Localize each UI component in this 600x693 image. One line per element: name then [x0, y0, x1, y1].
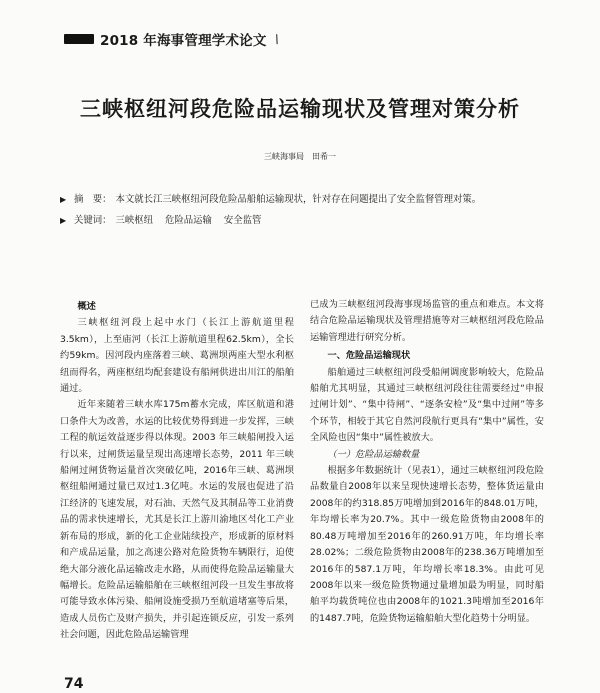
right-column: [310, 297, 544, 644]
journal-title: 2018 年海事管理学术论文: [100, 33, 267, 49]
keywords-label: 关键词：: [74, 215, 112, 226]
subsection-heading: （一）危险品运输数量: [327, 448, 420, 460]
keyword: 三峡枢纽: [115, 215, 154, 226]
bullet-triangle-icon: ▶: [60, 195, 67, 204]
article-author: 三峡海事局 田希一: [264, 152, 336, 161]
keywords: [60, 213, 545, 228]
abstract: [60, 192, 545, 207]
body-paragraph: 三峡枢纽河段上起中水门（长江上游航道里程3.5km），上至庙河（长江上游航道里程62.5km），全长约59km。因河段内座落着三峡、葛洲坝两座大型水利枢纽而得名，两座枢纽均配套建设有船闸供进出川江的船舶通过。: [60, 317, 294, 395]
header-bar-icon: [64, 34, 94, 44]
section-heading: 一、危险品运输现状: [327, 350, 411, 362]
keyword: 安全监管: [223, 215, 262, 226]
body-paragraph: 已成为三峡枢纽河段海事现场监管的重点和难点。本文将结合危险品运输现状及管理措施等对三峡枢纽河段危险品运输管理进行研究分析。: [310, 299, 544, 343]
abstract-text: 本文就长江三峡枢纽河段危险品船舶运输现状，针对存在问题提出了安全监督管理对策。: [115, 194, 482, 205]
page-number: 74: [64, 676, 84, 692]
body-columns: [60, 297, 544, 644]
article-title: 三峡枢纽河段危险品运输现状及管理对策分析: [80, 97, 520, 121]
journal-header: [64, 28, 364, 50]
abstract-label: 摘 要：: [74, 194, 112, 205]
body-paragraph: 近年来随着三峡水库175m蓄水完成，库区航道和港口条件大为改善，水运的比较优势得到进一步发挥，三峡工程的航运效益逐步得以体现。2003 年三峡船闸投入运行以来，过闸货运量呈现出高速增长态势，2011 年三峡船闸过闸货物运量首次突破亿吨，2016年三峡、葛洲坝枢纽船闸通过量已双过1.3亿吨。水运的发展也促进了沿江经济的飞速发展，对石油、天然气及其制品等工业消费品的需求快速增长，尤其是长江上游川渝地区석化工产业新布局的形成，新的化工企业陆续投产，形成新的原材料和产成品运量，加之高速公路对危险货物车辆限行，迫使绝大部分液化品运输改走水路，从而使得危险品运输量大幅增长。危险品运输船舶在三峡枢纽河段一旦发生事故将可能导致水体污染、船闸设施受损乃至航道堵塞等后果，造成人员伤亡及财产损失，并引起连锁反应，引发一系列社会问题，因此危险品运输管理: [60, 399, 294, 641]
bullet-triangle-icon: ▶: [60, 216, 67, 225]
section-heading-overview: 概述: [77, 301, 96, 312]
keyword: 危险品运输: [165, 215, 212, 226]
body-paragraph: 根据多年数据统计（见表1），通过三峡枢纽河段危险品数量自2008年以来呈现快速增长态势，整体货运量由2008年的约318.85万吨增加到2016年的848.01万吨，年均增长率为20.7%。其中一级危险货物由2008年的80.48万吨增加至2016年的260.91万吨，年均增长率28.02%；二级危险货物由2008年的238.36万吨增加至2016年的587.1万吨，年均增长率18.3%。由此可见2008年以来一级危险货物通过量增加最为明显，同时船舶平均载货吨位也由2008年的1021.3吨增加至2016年的1487.7吨，危险货物运输船舶大型化趋势十分明显。: [310, 465, 544, 624]
header-slash-icon: \: [272, 32, 281, 46]
body-paragraph: 船舶通过三峡枢纽河段受船闸调度影响较大，危险品船舶尤其明显，其通过三峡枢纽河段往往需要经过“申报过闸计划”、“集中待闸”、“逐条安检”及“集中过闸”等多个环节，相较于其它自然河段航行更具有“集中”属性，安全风险也因“集中”属性被放大。: [310, 366, 544, 444]
abstract-block: [60, 192, 545, 228]
left-column: [60, 297, 294, 644]
